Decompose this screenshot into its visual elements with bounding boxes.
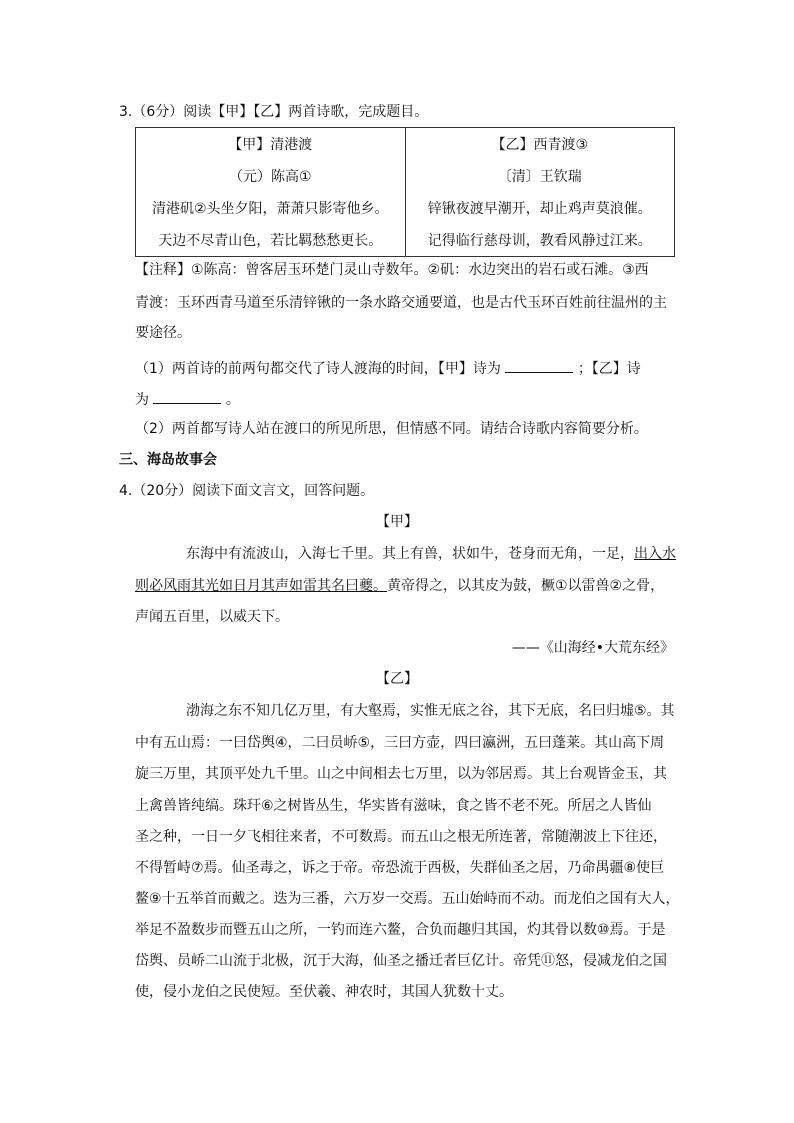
annotation-line-3: 要途径。 xyxy=(135,325,191,341)
sub-question-1-line-2 xyxy=(135,391,240,407)
poem-jia-line-2: 天边不尽青山色，若比羁愁愁更长。 xyxy=(158,233,383,249)
passage-yi-line: 旋三万里，其顶平处九千里。山之中间相去七万里，以为邻居焉。其上台观皆金玉，其 xyxy=(135,766,667,782)
answer-blank-yi[interactable] xyxy=(153,391,221,404)
passage-yi-line: 中有五山焉：一曰岱舆④，二曰员峤⑤，三曰方壶，四曰瀛洲，五曰蓬莱。其山高下周 xyxy=(135,735,665,751)
poem-jia xyxy=(136,128,405,256)
poem-jia-title: 【甲】清港渡 xyxy=(228,137,313,153)
passage-yi-title: 【乙】 xyxy=(376,671,418,687)
section-heading: 三、海岛故事会 xyxy=(119,452,217,468)
poem-comparison-table xyxy=(135,127,675,257)
sub-question-2: （2）两首都写诗人站在渡口的所见所思，但情感不同。请结合诗歌内容简要分析。 xyxy=(135,421,648,437)
annotation-line-1: 【注释】①陈高：曾客居玉环楚门灵山寺数年。②矶：水边突出的岩石或石滩。③西 xyxy=(135,262,649,278)
underlined-sentence-part-1: 出入水 xyxy=(634,546,676,562)
poem-jia-author: （元）陈高① xyxy=(228,169,312,185)
passage-jia-text: 东海中有流波山，入海七千里。其上有兽，状如牛，苍身而无角，一足， xyxy=(186,546,634,562)
passage-yi-line: 圣之种，一日一夕飞相往来者，不可数焉。而五山之根无所连著，常随潮波上下往还， xyxy=(135,829,667,845)
passage-jia-title: 【甲】 xyxy=(376,514,418,530)
passage-jia-line-2 xyxy=(135,579,664,593)
sub-question-1-wei: 为 xyxy=(135,392,149,408)
poem-yi-title: 【乙】西青渡③ xyxy=(491,137,589,153)
passage-yi-line: 举足不盈数步而暨五山之所，一钓而连六鳌，合负而趣归其国，灼其骨以数⑩焉。于是 xyxy=(135,922,666,938)
poem-yi-author: 〔清〕王钦瑞 xyxy=(497,169,582,185)
question-3-heading: 3.（6分）阅读【甲】【乙】两首诗歌，完成题目。 xyxy=(119,104,429,120)
passage-jia-line-1 xyxy=(186,547,676,561)
passage-yi-line: 上禽兽皆纯缟。珠玕⑥之树皆丛生，华实皆有滋味，食之皆不老不死。所居之人皆仙 xyxy=(135,798,652,814)
poem-jia-line-1: 清港矶②头坐夕阳，萧萧只影寄他乡。 xyxy=(151,201,389,217)
poem-yi-line-1: 锌锹夜渡早潮开，却止鸡声莫浪催。 xyxy=(427,201,652,217)
sub-question-1-line-1 xyxy=(135,360,641,376)
annotation-line-2: 青渡：玉环西青马道至乐清锌锹的一条水路交通要道，也是古代玉环百姓前往温州的主 xyxy=(135,295,667,311)
sub-question-1-text: （1）两首诗的前两句都交代了诗人渡海的时间，【甲】诗为 xyxy=(135,361,501,377)
poem-yi-line-2: 记得临行慈母训，教看风静过江来。 xyxy=(427,233,652,249)
passage-jia-text-2: 黄帝得之，以其皮为鼓，橛①以雷兽②之骨， xyxy=(387,578,665,594)
passage-yi-line: 不得暂峙⑦焉。仙圣毒之，诉之于帝。帝恐流于西极，失群仙圣之居，乃命禺疆⑧使巨 xyxy=(135,860,665,876)
passage-jia-source: ——《山海经•大荒东经》 xyxy=(511,640,674,656)
answer-blank-jia[interactable] xyxy=(505,360,573,373)
passage-yi-line: 使，侵小龙伯之民使短。至伏羲、神农时，其国人犹数十丈。 xyxy=(135,984,513,1000)
underlined-sentence-part-2: 则必风雨其光如日月其声如雷其名曰夔。 xyxy=(135,578,387,594)
passage-jia-line-3: 声闻五百里，以威天下。 xyxy=(135,609,289,625)
poem-yi xyxy=(405,128,675,256)
sub-question-1-end: 。 xyxy=(225,392,240,408)
question-4-heading: 4.（20分）阅读下面文言文，回答问题。 xyxy=(119,483,375,499)
sub-question-1-mid: ；【乙】诗 xyxy=(577,361,641,377)
passage-yi-line: 岱舆、员峤二山流于北极，沉于大海，仙圣之播迁者巨亿计。帝凭⑪怒，侵减龙伯之国 xyxy=(135,953,667,969)
passage-yi-line: 渤海之东不知几亿万里，有大壑焉，实惟无底之谷，其下无底，名曰归墟⑤。其 xyxy=(186,703,675,719)
passage-yi-line: 鳌⑨十五举首而戴之。迭为三番，六万岁一交焉。五山始峙而不动。而龙伯之国有大人， xyxy=(135,891,680,907)
